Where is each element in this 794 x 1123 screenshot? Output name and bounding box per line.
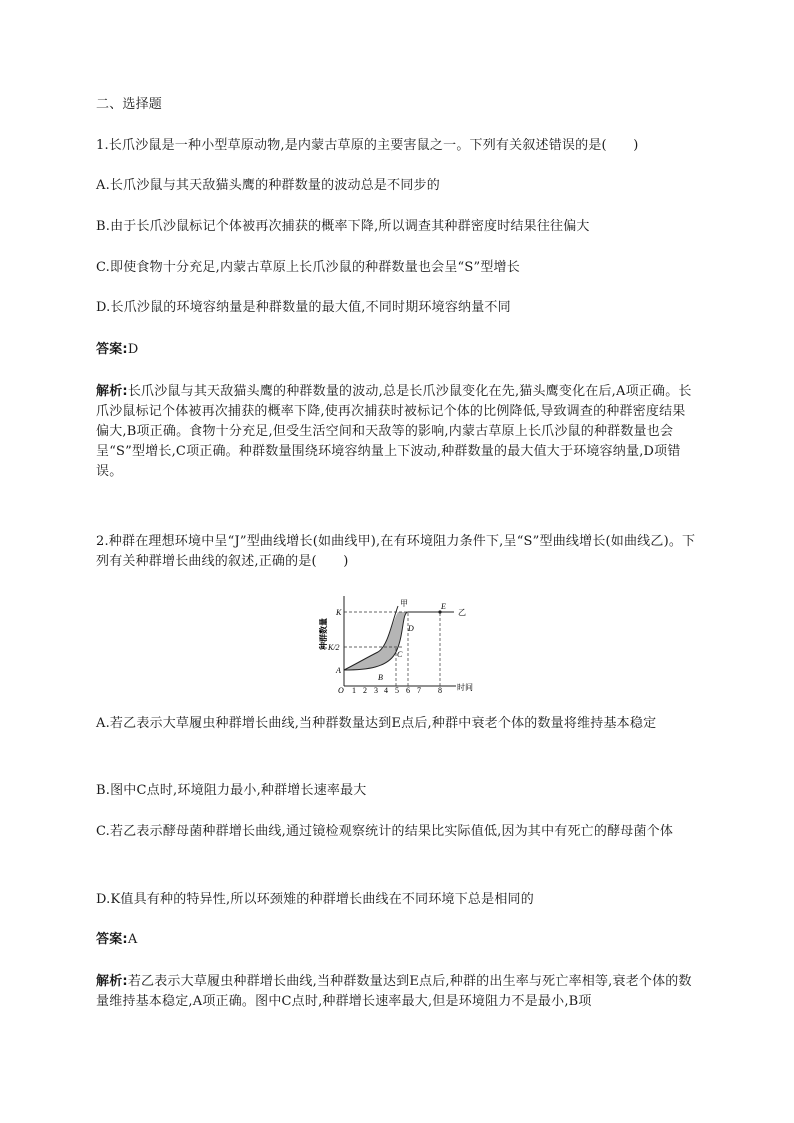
point-c-label: C — [397, 650, 403, 659]
x-tick-6: 6 — [406, 686, 410, 694]
x-tick-1: 1 — [352, 686, 356, 694]
population-growth-chart — [316, 592, 476, 694]
q2-analysis-label: 解析: — [96, 974, 128, 989]
point-b-label: B — [378, 673, 383, 682]
q1-answer-value: D — [127, 342, 139, 357]
y-tick-a: A — [336, 666, 341, 675]
q1-answer-label: 答案: — [96, 342, 128, 357]
q1-analysis-text: 长爪沙鼠与其天敌猫头鹰的种群数量的波动,总是长爪沙鼠变化在先,猫头鹰变化在后,A项正确。长爪沙鼠标记个体被再次捕获的概率下降,使再次捕获时被标记个体的比例降低,导致调查的种群密度结果偏大,B项正确。食物十分充足,但受生活空间和天敌等的影响,内蒙古草原上长爪沙鼠的种群数量也会呈“S”型增长,C项正确。种群数量围绕环境容纳量上下波动,种群数量的最大值大于环境容纳量,D项错误。 — [96, 384, 692, 479]
x-axis-label: 时间 — [457, 683, 473, 692]
q1-option-d: D.长爪沙鼠的环境容纳量是种群数量的最大值,不同时期环境容纳量不同 — [96, 300, 511, 315]
q2-option-c: C.若乙表示酵母菌种群增长曲线,通过镜检观察统计的结果比实际值低,因为其中有死亡的酵母菌个体 — [96, 824, 674, 839]
y-axis-label: 种群数量 — [319, 618, 328, 650]
q1-option-c: C.即使食物十分充足,内蒙古草原上长爪沙鼠的种群数量也会呈“S”型增长 — [96, 260, 520, 275]
x-tick-8: 8 — [438, 686, 442, 694]
resistance-shaded-area — [344, 612, 408, 670]
x-tick-7: 7 — [417, 686, 421, 694]
q2-option-a: A.若乙表示大草履虫种群增长曲线,当种群数量达到E点后,种群中衰老个体的数量将维持基本稳定 — [96, 716, 657, 731]
q1-stem: 1.长爪沙鼠是一种小型草原动物,是内蒙古草原的主要害鼠之一。下列有关叙述错误的是( ) — [96, 138, 639, 153]
q2-stem: 2.种群在理想环境中呈“J”型曲线增长(如曲线甲),在有环境阻力条件下,呈“S”型曲线增长(如曲线乙)。下列有关种群增长曲线的叙述,正确的是( ) — [96, 534, 696, 569]
x-tick-4: 4 — [384, 686, 388, 694]
q1-option-b: B.由于长爪沙鼠标记个体被再次捕获的概率下降,所以调查其种群密度时结果往往偏大 — [96, 219, 590, 234]
curve-jia-label: 甲 — [400, 599, 408, 608]
x-tick-2: 2 — [363, 686, 367, 694]
q1-option-a: A.长爪沙鼠与其天敌猫头鹰的种群数量的波动总是不同步的 — [96, 178, 440, 193]
q2-answer-label: 答案: — [96, 932, 128, 947]
q1-analysis-label: 解析: — [96, 384, 128, 399]
q2-analysis — [96, 972, 698, 1012]
section-title: 二、选择题 — [96, 97, 163, 112]
x-tick-5: 5 — [395, 686, 399, 694]
x-tick-3: 3 — [374, 686, 378, 694]
q2-answer — [96, 930, 698, 950]
point-e-label: E — [441, 602, 446, 611]
point-d-label: D — [408, 624, 414, 633]
y-tick-k: K — [336, 608, 342, 617]
q1-analysis — [96, 382, 698, 482]
q2-answer-value: A — [127, 932, 138, 947]
q1-answer — [96, 340, 698, 360]
q2-analysis-text: 若乙表示大草履虫种群增长曲线,当种群数量达到E点后,种群的出生率与死亡率相等,衰老个体的数量维持基本稳定,A项正确。图中C点时,种群增长速率最大,但是环境阻力不是最小,B项 — [96, 974, 692, 1009]
q2-option-b: B.图中C点时,环境阻力最小,种群增长速率最大 — [96, 783, 367, 798]
curve-yi-label: 乙 — [458, 608, 466, 617]
q2-option-d: D.K值具有种的特异性,所以环颈雉的种群增长曲线在不同环境下总是相同的 — [96, 892, 534, 907]
origin-label: O — [338, 686, 344, 694]
y-tick-k-half: K/2 — [328, 643, 340, 652]
